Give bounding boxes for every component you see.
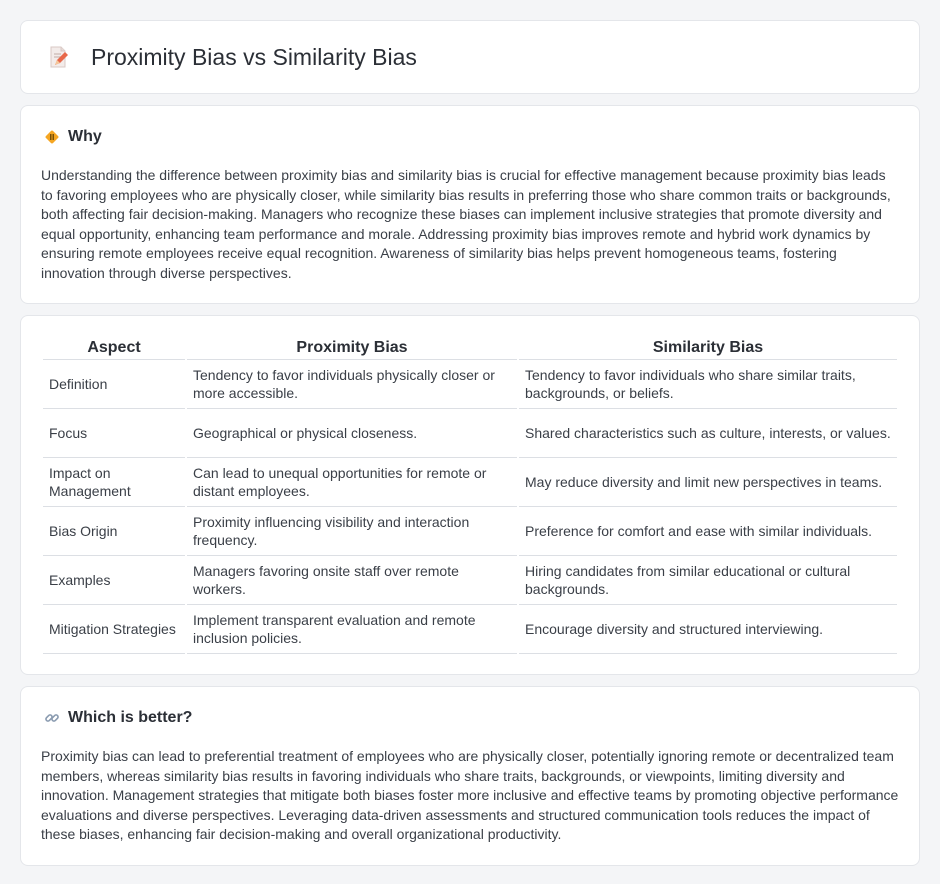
row-proximity: Implement transparent evaluation and remote inclusion policies. <box>187 605 517 654</box>
link-icon <box>43 709 61 727</box>
page-title: Proximity Bias vs Similarity Bias <box>91 43 417 70</box>
row-proximity: Tendency to favor individuals physically closer or more accessible. <box>187 360 517 409</box>
better-title: Which is better? <box>68 709 193 726</box>
row-similarity: May reduce diversity and limit new perspectives in teams. <box>519 458 897 507</box>
table-row <box>43 556 897 605</box>
row-similarity: Preference for comfort and ease with similar individuals. <box>519 507 897 556</box>
better-text: Proximity bias can lead to preferential treatment of employees who are physically closer, potentially ignoring remote or decentralized team members, whereas similarity bias results in favoring individuals who share traits, backgrounds, or viewpoints, limiting diversity and innovation. Management strategies that mitigate both biases foster more inclusive and effective teams by promoting objective performance evaluations and diverse perspectives. Leveraging data-driven assessments and structured communication tools reduces the impact of these biases, enhancing fair decision-making and overall organizational productivity. <box>41 748 899 842</box>
header-aspect: Aspect <box>43 338 185 360</box>
why-section <box>20 105 920 304</box>
row-aspect: Impact on Management <box>43 458 185 507</box>
table-row <box>43 458 897 507</box>
table-header-row <box>43 338 897 360</box>
row-proximity: Can lead to unequal opportunities for remote or distant employees. <box>187 458 517 507</box>
warning-sign-icon <box>43 128 61 146</box>
row-aspect: Definition <box>43 360 185 409</box>
table-row <box>43 409 897 458</box>
row-similarity: Tendency to favor individuals who share similar traits, backgrounds, or beliefs. <box>519 360 897 409</box>
why-title: Why <box>68 128 102 145</box>
header-similarity-bias: Similarity Bias <box>519 338 897 360</box>
table-row <box>43 507 897 556</box>
row-aspect: Mitigation Strategies <box>43 605 185 654</box>
document-pencil-icon <box>45 44 71 70</box>
table-row <box>43 605 897 654</box>
header-proximity-bias: Proximity Bias <box>187 338 517 360</box>
row-similarity: Encourage diversity and structured interviewing. <box>519 605 897 654</box>
comparison-table <box>41 338 899 654</box>
which-is-better-section <box>20 686 920 866</box>
why-text: Understanding the difference between proximity bias and similarity bias is crucial for effective management because proximity bias leads to favoring employees who are physically closer, while similarity bias results in preferring those who share common traits or backgrounds, both affecting fair decision-making. Managers who recognize these biases can implement inclusive strategies that promote diversity and equal opportunity, enhancing team performance and morale. Addressing proximity bias improves remote and hybrid work dynamics by ensuring remote employees receive equal recognition. Awareness of similarity bias helps prevent homogeneous teams, fostering innovation through diverse perspectives. <box>41 167 891 281</box>
row-proximity: Geographical or physical closeness. <box>187 409 517 458</box>
row-aspect: Examples <box>43 556 185 605</box>
row-aspect: Focus <box>43 409 185 458</box>
row-proximity: Proximity influencing visibility and interaction frequency. <box>187 507 517 556</box>
why-header <box>41 128 899 146</box>
row-similarity: Shared characteristics such as culture, interests, or values. <box>519 409 897 458</box>
row-proximity: Managers favoring onsite staff over remote workers. <box>187 556 517 605</box>
header-card <box>20 20 920 94</box>
comparison-card <box>20 315 920 675</box>
row-aspect: Bias Origin <box>43 507 185 556</box>
table-row <box>43 360 897 409</box>
better-header <box>41 709 899 727</box>
row-similarity: Hiring candidates from similar educational or cultural backgrounds. <box>519 556 897 605</box>
